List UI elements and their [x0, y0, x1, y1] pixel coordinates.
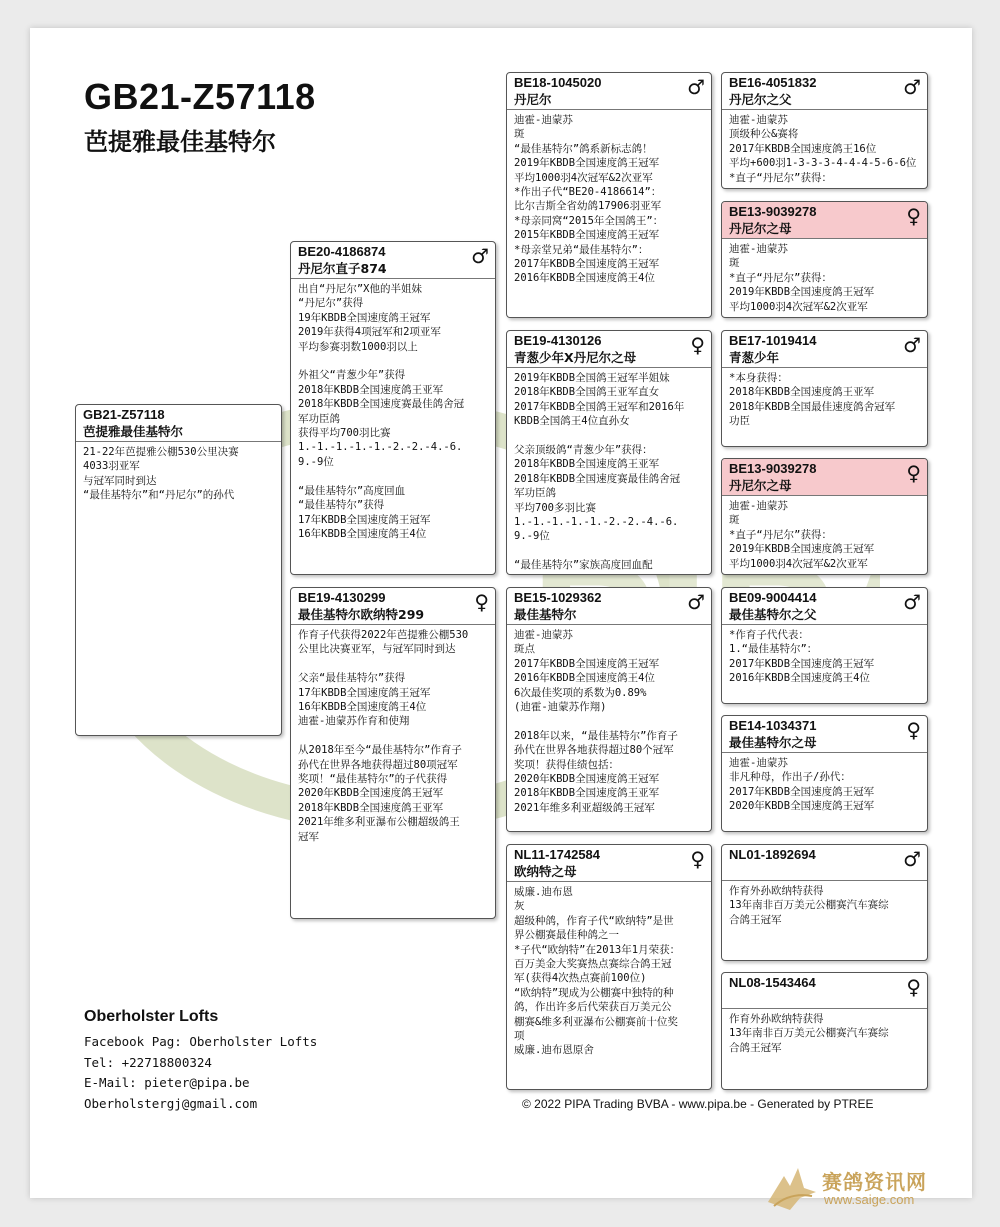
bird-name: 丹尼尔之母	[729, 221, 792, 236]
bird-name: 丹尼尔之父	[729, 92, 792, 107]
box-description: 迪霍-迪蒙苏 斑 *直子“丹尼尔”获得： 2019年KBDB全国速度鸽王冠军 平均1000羽4次冠军&2次亚军	[729, 500, 875, 570]
pedigree-box-dds	[721, 844, 928, 961]
ring-number: BE13-9039278	[729, 461, 817, 476]
box-header	[722, 459, 927, 496]
box-description: 作育外孙欧纳特获得 13年南非百万美元公棚赛汽车赛综 合鸽王冠军	[729, 1013, 889, 1054]
pedigree-box-dam	[290, 587, 496, 919]
ring-number: BE13-9039278	[729, 204, 817, 219]
pedigree-box-dam-sire	[506, 587, 712, 832]
pedigree-box-sds	[721, 330, 928, 447]
box-header	[76, 405, 281, 442]
ring-number: BE18-1045020	[514, 75, 602, 90]
saige-site-url: www.saige.com	[824, 1192, 915, 1207]
bird-name: 最佳基特尔之母	[729, 735, 817, 750]
box-header	[722, 845, 927, 881]
box-description: 21-22年芭提雅公棚530公里决赛 4033羽亚军 与冠军同时到达 “最佳基特尔”和“丹尼尔”的孙代	[83, 446, 239, 502]
bird-name: 丹尼尔之母	[729, 478, 792, 493]
phone-line: Tel: +22718800324	[84, 1054, 212, 1070]
ring-number: BE20-4186874	[298, 244, 386, 259]
box-description: 迪霍-迪蒙苏 斑 *直子“丹尼尔”获得： 2019年KBDB全国速度鸽王冠军 平均1000羽4次冠军&2次亚军	[729, 243, 875, 313]
box-header	[507, 331, 711, 368]
male-icon: ♂	[471, 244, 489, 268]
bird-name: 丹尼尔直子874	[298, 261, 387, 276]
ring-number: BE14-1034371	[729, 718, 817, 733]
box-header	[291, 242, 495, 279]
bird-name: 欧纳特之母	[514, 864, 577, 879]
box-description: 2019年KBDB全国鸽王冠军半姐妹 2018年KBDB全国鸽王亚军直女 2017年KBDB全国鸽王冠军和2016年 KBDB全国鸽王4位直孙女 父亲顶级鸽“青葱少年”获得： 2018年KBDB全国速度鸽王亚军 2018年KBDB全国速度赛最佳鸽舍冠 军功臣鸽 平均700多羽比赛 1.-1.-1.-1.-1.-2.-2.-4.-6. 9.-9位 “最佳基特尔”家族高度回血配	[514, 372, 685, 572]
pedigree-box-sss	[721, 72, 928, 189]
email-line-2: Oberholstergj@gmail.com	[84, 1095, 258, 1111]
pedigree-box-dsd	[721, 715, 928, 832]
box-header	[722, 588, 927, 625]
ring-number: NL01-1892694	[729, 847, 816, 862]
pedigree-ring-number: GB21-Z57118	[84, 76, 316, 117]
female-icon: ♀	[906, 975, 921, 999]
male-icon: ♂	[903, 847, 921, 871]
female-icon: ♀	[906, 204, 921, 228]
female-icon: ♀	[690, 333, 705, 357]
box-description: 迪霍-迪蒙苏 斑点 2017年KBDB全国速度鸽王冠军 2016年KBDB全国速度鸽王4位 6次最佳奖项的系数为0.89% (迪霍-迪蒙苏作翔) 2018年以来，“最佳基特尔”作育子 孙代在世界各地获得超过80个冠军 奖项！获得佳绩包括： 2020年KBDB全国速度鸽王冠军 2018年KBDB全国速度鸽王亚军 2021年维多利亚超级鸽王冠军	[514, 629, 678, 814]
contact-info	[84, 1008, 317, 1114]
pedigree-box-sire	[290, 241, 496, 575]
pedigree-box-sire-dam	[506, 330, 712, 575]
box-description: 迪霍-迪蒙苏 斑 “最佳基特尔”鸽系新标志鸽！ 2019年KBDB全国速度鸽王冠军 平均1000羽4次冠军&2次亚军 *作出子代“BE20-4186614”： 比尔吉斯全省幼鸽17906羽亚军 *母亲同窝“2015年全国鸽王”： 2015年KBDB全国速度鸽王冠军 *母亲堂兄弟“最佳基特尔”： 2017年KBDB全国速度鸽王冠军 2016年KBDB全国速度鸽王4位	[514, 114, 664, 285]
ring-number: BE19-4130299	[298, 590, 386, 605]
box-description: 威廉.迪布恩 灰 超级种鸽，作育子代“欧纳特”是世 界公棚赛最佳种鸽之一 *子代“欧纳特”在2013年1月荣获： 百万美金大奖赛热点赛综合鸽王冠 军(获得4次热点赛前100位) “欧纳特”现成为公棚赛中独特的种 鸽，作出许多后代荣获百万美元公 棚赛&维多利亚瀑布公棚赛前十位奖 项 威廉.迪布恩原舍	[514, 886, 681, 1057]
email-line: E-Mail: pieter@pipa.be	[84, 1075, 250, 1090]
box-description: 作育外孙欧纳特获得 13年南非百万美元公棚赛汽车赛综 合鸽王冠军	[729, 885, 889, 926]
bird-name: 芭提雅最佳基特尔	[83, 424, 184, 439]
bird-name: 最佳基特尔欧纳特299	[298, 607, 425, 622]
male-icon: ♂	[903, 590, 921, 614]
male-icon: ♂	[903, 75, 921, 99]
male-icon: ♂	[687, 590, 705, 614]
bird-name: 青葱少年	[729, 350, 780, 365]
bird-name: 丹尼尔	[514, 92, 552, 107]
box-header	[722, 973, 927, 1009]
ring-number: BE17-1019414	[729, 333, 817, 348]
box-description: 作育子代获得2022年芭提雅公棚530 公里比决赛亚军，与冠军同时到达 父亲“最佳基特尔”获得 17年KBDB全国速度鸽王冠军 16年KBDB全国速度鸽王4位 迪霍-迪蒙苏作育和使翔 从2018年至今“最佳基特尔”作育子 孙代在世界各地获得超过80项冠军 奖项！“最佳基特尔”的子代获得 2020年KBDB全国速度鸽王冠军 2018年KBDB全国速度鸽王亚军 2021年维多利亚瀑布公棚超级鸽王 冠军	[298, 629, 469, 843]
box-description: *作育子代代表： 1.“最佳基特尔”： 2017年KBDB全国速度鸽王冠军 2016年KBDB全国速度鸽王4位	[729, 629, 875, 685]
pedigree-box-dam-dam	[506, 844, 712, 1090]
female-icon: ♀	[474, 590, 489, 614]
female-icon: ♀	[906, 718, 921, 742]
facebook-line: Facebook Pag: Oberholster Lofts	[84, 1034, 318, 1049]
bird-name: 最佳基特尔	[514, 607, 577, 622]
female-icon: ♀	[690, 847, 705, 871]
box-header	[722, 331, 927, 368]
male-icon: ♂	[903, 333, 921, 357]
ring-number: BE15-1029362	[514, 590, 602, 605]
box-description: 迪霍-迪蒙苏 顶级种公&赛将 2017年KBDB全国速度鸽王16位 平均+600羽1-3-3-3-4-4-4-5-6-6位 *直子“丹尼尔”获得：	[729, 114, 917, 184]
box-header	[722, 716, 927, 753]
ring-number: BE19-4130126	[514, 333, 602, 348]
copyright-footer: © 2022 PIPA Trading BVBA - www.pipa.be - Generated by PTREE	[522, 1097, 874, 1111]
box-header	[507, 845, 711, 882]
pedigree-box-ddd	[721, 972, 928, 1090]
saige-watermark	[760, 1162, 970, 1217]
loft-name: Oberholster Lofts	[84, 1008, 219, 1025]
saige-site-name: 赛鸽资讯网	[822, 1170, 927, 1194]
pedigree-box-sire-sire	[506, 72, 712, 318]
ring-number: BE09-9004414	[729, 590, 817, 605]
ring-number: BE16-4051832	[729, 75, 817, 90]
pedigree-box-sdd	[721, 458, 928, 575]
bird-name: 最佳基特尔之父	[729, 607, 817, 622]
pedigree-box-dss	[721, 587, 928, 704]
pedigree-box-ssd	[721, 201, 928, 318]
box-header	[507, 73, 711, 110]
box-header	[291, 588, 495, 625]
box-description: *本身获得： 2018年KBDB全国速度鸽王亚军 2018年KBDB全国最佳速度鸽舍冠军 功臣	[729, 372, 896, 428]
box-header	[507, 588, 711, 625]
box-header	[722, 202, 927, 239]
box-description: 出自“丹尼尔”X他的半姐妹 “丹尼尔”获得 19年KBDB全国速度鸽王冠军 2019年获得4项冠军和2项亚军 平均参赛羽数1000羽以上 外祖父“青葱少年”获得 2018年KBDB全国速度鸽王亚军 2018年KBDB全国速度赛最佳鸽舍冠 军功臣鸽 获得平均700羽比赛 1.-1.-1.-1.-1.-2.-2.-4.-6. 9.-9位 “最佳基特尔”高度回血 “最佳基特尔”获得 17年KBDB全国速度鸽王冠军 16年KBDB全国速度鸽王4位	[298, 283, 465, 540]
box-description: 迪霍-迪蒙苏 非凡种母，作出子/孙代： 2017年KBDB全国速度鸽王冠军 2020年KBDB全国速度鸽王冠军	[729, 757, 875, 813]
box-header	[722, 73, 927, 110]
pedigree-bird-name: 芭提雅最佳基特尔	[84, 128, 276, 156]
pigeon-logo-icon	[760, 1162, 820, 1217]
ring-number: NL08-1543464	[729, 975, 816, 990]
pedigree-box-subject	[75, 404, 282, 736]
bird-name: 青葱少年X丹尼尔之母	[514, 350, 637, 365]
ring-number: NL11-1742584	[514, 847, 601, 862]
male-icon: ♂	[687, 75, 705, 99]
ring-number: GB21-Z57118	[83, 407, 165, 422]
female-icon: ♀	[906, 461, 921, 485]
